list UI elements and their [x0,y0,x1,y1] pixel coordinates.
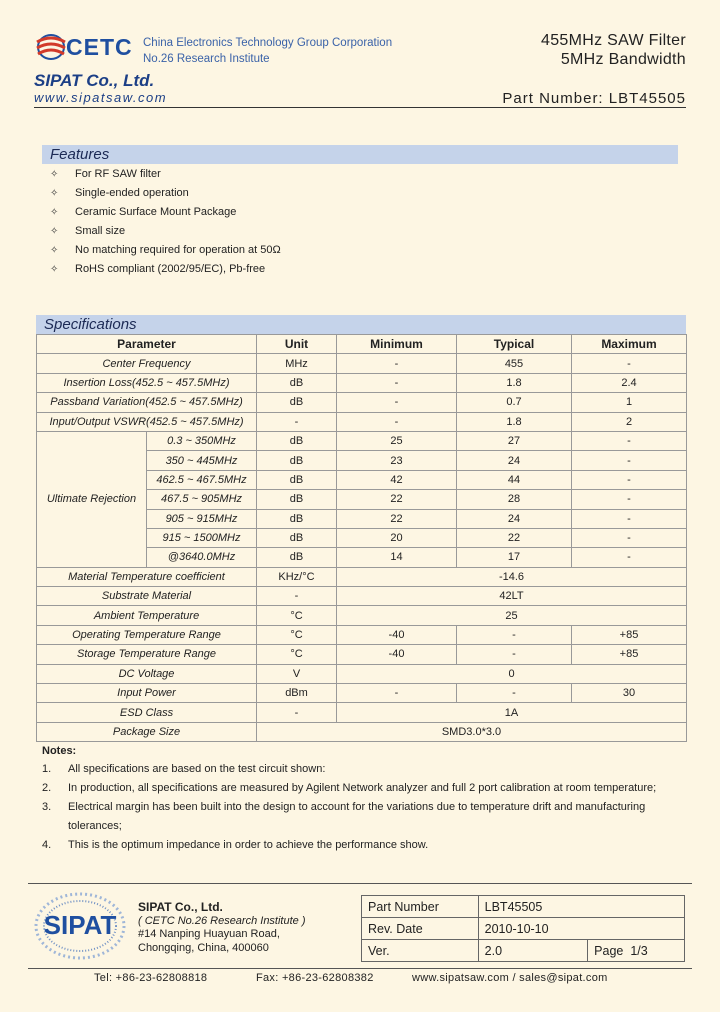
product-title-line-2: 5MHz Bandwidth [560,51,686,68]
cetc-logo [34,30,134,64]
version-value: 2.0 [478,940,588,962]
notes-section [42,742,682,855]
footer-fax: Fax: +86-23-62808382 [256,972,374,984]
cetc-globe-icon [34,30,68,64]
diamond-bullet-icon: ✧ [50,245,59,256]
table-row: Operating Temperature Range °C -40 - +85 [37,625,687,644]
rev-date-label: Rev. Date [362,918,479,940]
table-row: Substrate Material - 42LT [37,587,687,606]
table-row: DC Voltage V 0 [37,664,687,683]
features-heading: Features [42,145,678,164]
footer-institute: ( CETC No.26 Research Institute ) [138,914,306,927]
table-row: 350 ~ 445MHz dB 23 24 - [37,451,687,470]
table-row: Center Frequency MHz - 455 - [37,354,687,373]
feature-item: ✧ No matching required for operation at 50Ω [50,241,281,260]
company-name: SIPAT Co., Ltd. [34,71,155,90]
diamond-bullet-icon: ✧ [50,207,59,218]
footer-web-email[interactable]: www.sipatsaw.com / sales@sipat.com [412,972,608,984]
corporation-name [143,35,392,67]
diamond-bullet-icon: ✧ [50,188,59,199]
notes-title: Notes: [42,745,77,757]
sipat-logo [32,890,128,962]
part-number-label: Part Number [362,896,479,918]
table-row: 905 ~ 915MHz dB 22 24 - [37,509,687,528]
table-header-row [37,335,687,354]
note-item: 4. This is the optimum impedance in order to achieve the performance show. [42,838,429,851]
table-row [362,918,685,940]
column-header-typical: Typical [457,335,572,354]
column-header-maximum: Maximum [572,335,687,354]
part-number-value: LBT45505 [478,896,684,918]
ultimate-rejection-label: Ultimate Rejection [37,431,147,567]
table-row: Passband Variation(452.5 ~ 457.5MHz) dB - 0.7 1 [37,393,687,412]
note-item: 1. All specifications are based on the test circuit shown: [42,763,326,775]
table-row [362,940,685,962]
table-row: @3640.0MHz dB 14 17 - [37,548,687,567]
feature-item: ✧ Small size [50,222,281,241]
feature-item: ✧ RoHS compliant (2002/95/EC), Pb-free [50,260,281,279]
table-row: ESD Class - 1A [37,703,687,722]
table-row: Input/Output VSWR(452.5 ~ 457.5MHz) - - 1.8 2 [37,412,687,431]
features-list [50,165,281,279]
diamond-bullet-icon: ✧ [50,169,59,180]
diamond-bullet-icon: ✧ [50,226,59,237]
header-divider [34,107,686,108]
sipat-logo-text: SIPAT [43,910,117,940]
part-number-heading: Part Number: LBT45505 [502,90,686,107]
feature-item: ✧ Ceramic Surface Mount Package [50,203,281,222]
table-row: Material Temperature coefficient KHz/°C -14.6 [37,567,687,586]
table-row: Storage Temperature Range °C -40 - +85 [37,645,687,664]
version-label: Ver. [362,940,479,962]
footer-address [138,901,306,955]
table-row: Ambient Temperature °C 25 [37,606,687,625]
column-header-parameter: Parameter [37,335,257,354]
note-item: 2. In production, all specifications are measured by Agilent Network analyzer and full 2 port calibration at room temperature; [42,782,657,794]
footer-contact [28,968,692,988]
footer-address-line-2: Chongqing, China, 400060 [138,941,269,954]
footer-divider [28,883,692,884]
column-header-minimum: Minimum [337,335,457,354]
document-info-table [361,895,685,962]
cetc-logo-text: CETC [66,34,133,60]
footer-address-line-1: #14 Nanping Huayuan Road, [138,928,280,940]
specifications-table [36,334,687,742]
table-row [362,896,685,918]
table-row: Input Power dBm - - 30 [37,684,687,703]
table-row: Package Size SMD3.0*3.0 [37,722,687,741]
table-row: Ultimate Rejection 0.3 ~ 350MHz dB 25 27 - [37,431,687,450]
corporation-line-2: No.26 Research Institute [143,53,270,65]
rev-date-value: 2010-10-10 [478,918,684,940]
page-indicator: Page 1/3 [588,940,685,962]
diamond-bullet-icon: ✧ [50,264,59,275]
table-row: 915 ~ 1500MHz dB 20 22 - [37,528,687,547]
table-row: Insertion Loss(452.5 ~ 457.5MHz) dB - 1.8 2.4 [37,373,687,392]
feature-item: ✧ Single-ended operation [50,184,281,203]
note-item: 3. Electrical margin has been built into the design to account for the variations due to temperature drift and manufacturing tolerances; [42,801,646,832]
table-row: 462.5 ~ 467.5MHz dB 42 44 - [37,470,687,489]
website-link[interactable]: www.sipatsaw.com [34,90,168,105]
corporation-line-1: China Electronics Technology Group Corporation [143,37,393,49]
specifications-heading: Specifications [36,315,686,334]
table-row: 467.5 ~ 905MHz dB 22 28 - [37,490,687,509]
feature-item: ✧ For RF SAW filter [50,165,281,184]
product-title-line-1: 455MHz SAW Filter [541,32,686,49]
footer-company: SIPAT Co., Ltd. [138,900,223,914]
column-header-unit: Unit [257,335,337,354]
product-title [541,31,686,69]
footer-tel: Tel: +86-23-62808818 [94,972,208,984]
